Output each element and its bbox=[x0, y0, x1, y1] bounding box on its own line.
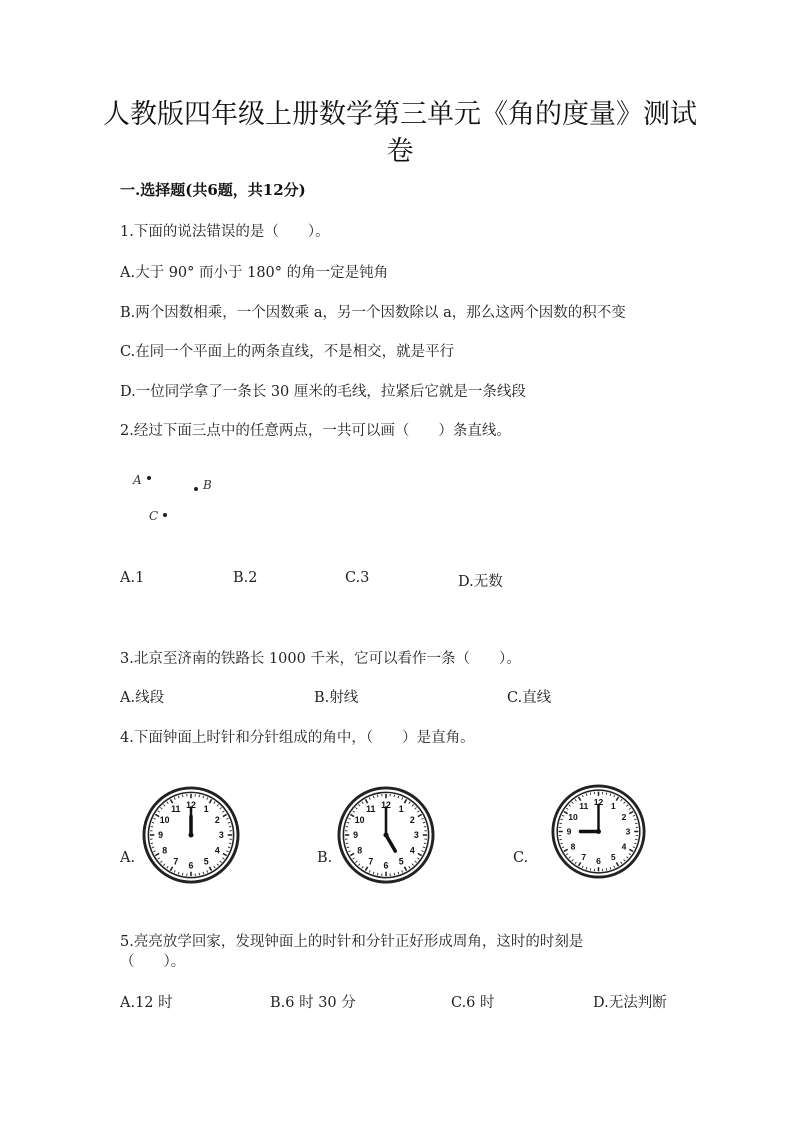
question-2-option-d: D.无数 bbox=[458, 574, 503, 590]
clock-numeral: 2 bbox=[621, 811, 627, 822]
question-2-option-a: A.1 bbox=[120, 570, 145, 586]
question-5-option-a: A.12 时 bbox=[120, 995, 173, 1011]
clock-numeral: 10 bbox=[568, 811, 578, 822]
clock-numeral: 9 bbox=[353, 830, 359, 841]
point-a-label: A bbox=[133, 473, 142, 487]
point-a-dot bbox=[147, 476, 151, 480]
clock-numeral: 3 bbox=[218, 830, 224, 841]
clock-numeral: 7 bbox=[581, 852, 587, 863]
clock-numeral: 4 bbox=[621, 841, 627, 852]
point-c-label: C bbox=[149, 509, 159, 523]
question-4-option-a: A. bbox=[120, 850, 136, 866]
clock-numeral: 4 bbox=[214, 845, 220, 856]
clock-numeral: 6 bbox=[188, 860, 194, 871]
point-c-dot bbox=[163, 513, 167, 517]
question-5-option-d: D.无法判断 bbox=[593, 995, 667, 1011]
clock-tick bbox=[424, 826, 426, 827]
clock-tick bbox=[377, 795, 378, 797]
question-1-option-d: D.一位同学拿了一条长 30 厘米的毛线，拉紧后它就是一条线段 bbox=[120, 384, 526, 400]
clock-b bbox=[337, 786, 435, 884]
clock-tick bbox=[346, 826, 348, 827]
clock-numeral: 12 bbox=[381, 799, 391, 810]
clock-numeral: 4 bbox=[409, 845, 415, 856]
question-2-option-c: C.3 bbox=[345, 570, 370, 586]
clock-numeral: 6 bbox=[383, 860, 389, 871]
page-title-line-2: 卷 bbox=[386, 136, 414, 167]
question-1-option-a: A.大于 90° 而小于 180° 的角一定是钝角 bbox=[120, 265, 389, 281]
clock-center-pin bbox=[188, 832, 193, 837]
clock-tick bbox=[377, 873, 378, 875]
clock-tick bbox=[424, 843, 426, 844]
clock-numeral: 12 bbox=[593, 797, 604, 808]
clock-tick bbox=[182, 873, 183, 875]
clock-numeral: 11 bbox=[366, 803, 376, 814]
question-5-option-c: C.6 时 bbox=[451, 995, 495, 1011]
clock-center-pin bbox=[596, 829, 601, 834]
clock-tick bbox=[229, 826, 231, 827]
point-b-dot bbox=[194, 487, 198, 491]
clock-numeral: 2 bbox=[409, 815, 415, 826]
clock-tick bbox=[182, 795, 183, 797]
clock-tick bbox=[229, 843, 231, 844]
clock-center-pin bbox=[383, 832, 388, 837]
clock-tick bbox=[394, 795, 395, 797]
clock-numeral: 1 bbox=[610, 801, 616, 812]
question-4-option-b: B. bbox=[317, 850, 333, 866]
clock-numeral: 8 bbox=[570, 841, 576, 852]
clock-numeral: 9 bbox=[566, 826, 572, 837]
question-2-stem: 2.经过下面三点中的任意两点，一共可以画（ ）条直线。 bbox=[120, 423, 511, 439]
clock-numeral: 6 bbox=[596, 856, 601, 867]
clock-c bbox=[551, 784, 646, 879]
question-3-stem: 3.北京至济南的铁路长 1000 千米，它可以看作一条（ ）。 bbox=[120, 651, 521, 667]
page-title bbox=[100, 96, 700, 170]
question-5-option-b: B.6 时 30 分 bbox=[270, 995, 356, 1011]
question-3-option-c: C.直线 bbox=[507, 690, 552, 706]
clock-numeral: 8 bbox=[357, 845, 363, 856]
clock-numeral: 10 bbox=[159, 815, 170, 826]
clock-tick bbox=[199, 873, 200, 875]
page-title-line-1: 人教版四年级上册数学第三单元《角的度量》测试 bbox=[103, 99, 697, 130]
clock-numeral: 12 bbox=[186, 799, 196, 810]
clock-numeral: 3 bbox=[413, 830, 419, 841]
question-1-option-b: B.两个因数相乘，一个因数乘 a，另一个因数除以 a，那么这两个因数的积不变 bbox=[120, 305, 626, 321]
clock-numeral: 1 bbox=[203, 803, 209, 814]
clock-numeral: 3 bbox=[625, 826, 631, 837]
clock-tick bbox=[394, 873, 395, 875]
clock-numeral: 8 bbox=[162, 845, 168, 856]
question-4-option-c: C. bbox=[513, 850, 529, 866]
question-4-stem: 4.下面钟面上时针和分针组成的角中，（ ）是直角。 bbox=[120, 730, 475, 746]
clock-tick bbox=[151, 843, 153, 844]
clock-tick bbox=[346, 843, 348, 844]
clock-numeral: 5 bbox=[398, 856, 404, 867]
clock-numeral: 1 bbox=[398, 803, 404, 814]
question-2-option-b: B.2 bbox=[233, 570, 258, 586]
clock-tick bbox=[151, 826, 153, 827]
clock-numeral: 7 bbox=[368, 856, 374, 867]
clock-numeral: 11 bbox=[579, 801, 589, 812]
question-3-option-b: B.射线 bbox=[314, 690, 359, 706]
section-heading: 一.选择题(共6题，共12分) bbox=[120, 181, 306, 199]
clock-numeral: 5 bbox=[203, 856, 209, 867]
clock-numeral: 5 bbox=[610, 852, 616, 863]
clock-numeral: 7 bbox=[173, 856, 179, 867]
clock-numeral: 10 bbox=[354, 815, 365, 826]
clock-numeral: 11 bbox=[171, 803, 181, 814]
question-5-stem-line-2: （ ）。 bbox=[120, 954, 186, 970]
clock-numeral: 9 bbox=[158, 830, 164, 841]
point-b-label: B bbox=[203, 478, 212, 492]
question-1-option-c: C.在同一个平面上的两条直线，不是相交，就是平行 bbox=[120, 344, 455, 360]
clock-numeral: 2 bbox=[214, 815, 220, 826]
clock-tick bbox=[199, 795, 200, 797]
question-3-option-a: A.线段 bbox=[120, 690, 165, 706]
clock-a bbox=[142, 786, 240, 884]
question-1-stem: 1.下面的说法错误的是（ ）。 bbox=[120, 224, 330, 240]
question-5-stem-line-1: 5.亮亮放学回家，发现钟面上的时针和分针正好形成周角，这时的时刻是 bbox=[120, 934, 584, 950]
